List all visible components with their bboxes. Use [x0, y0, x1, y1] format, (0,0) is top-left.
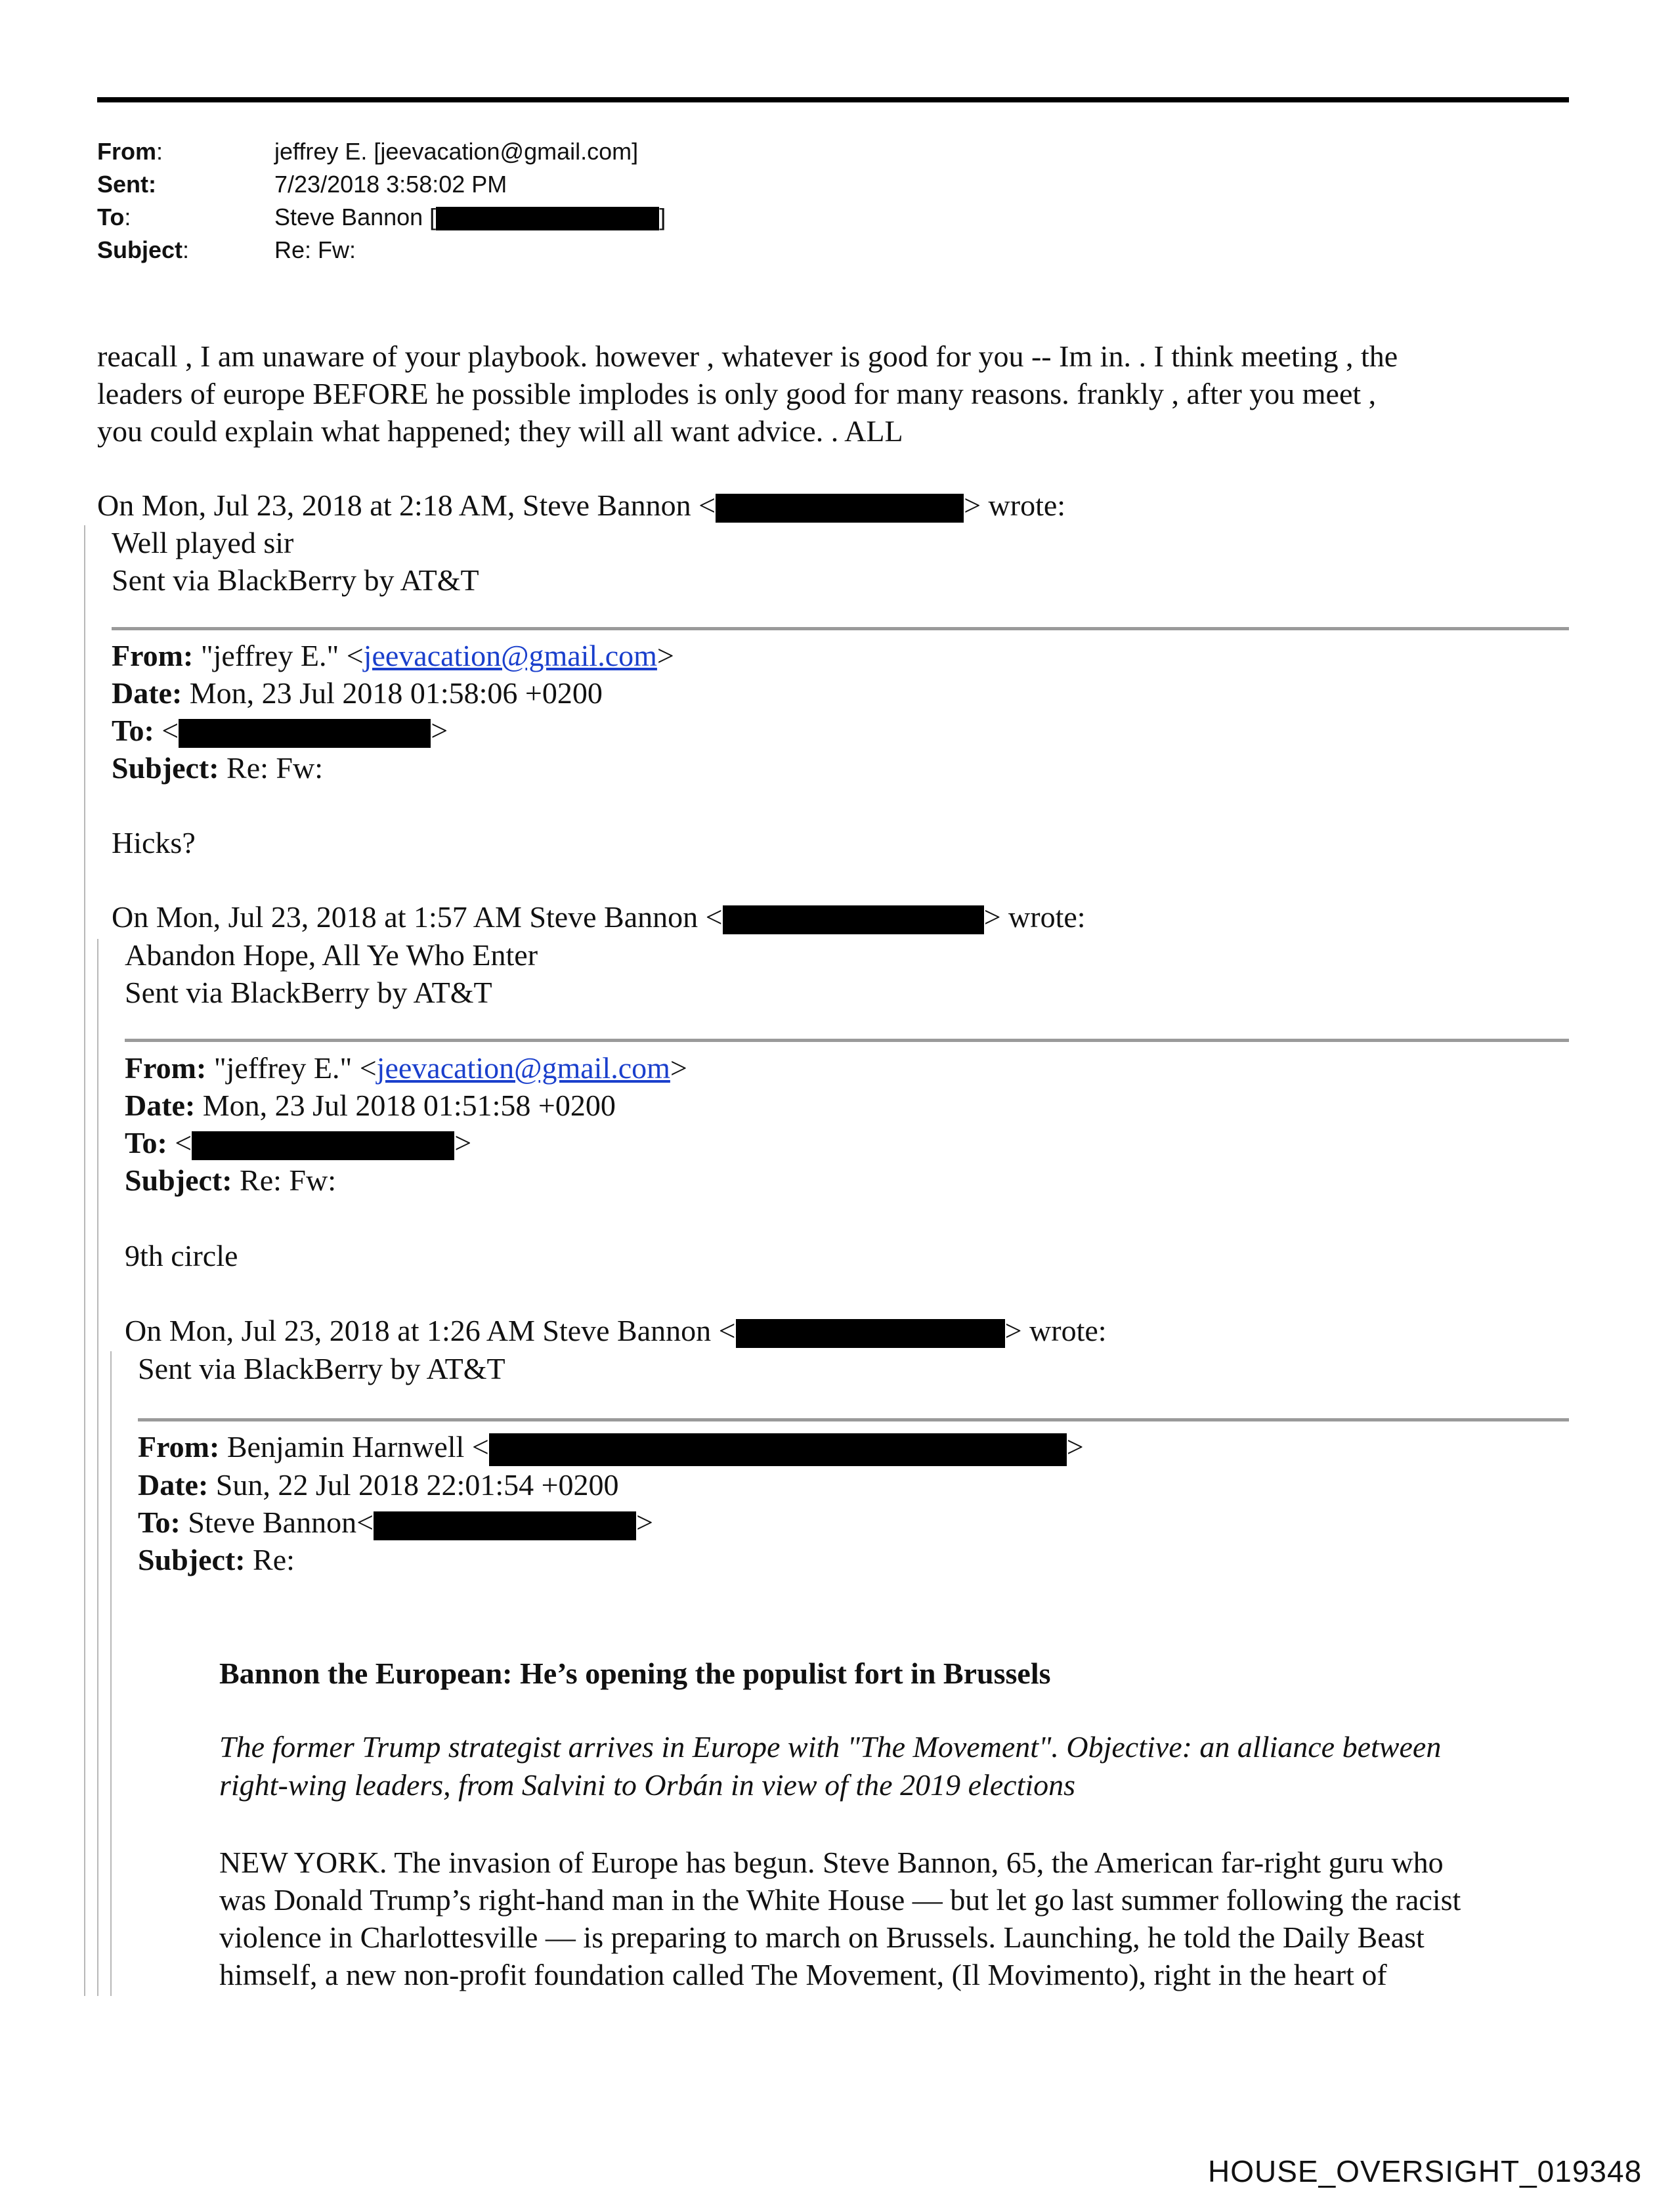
- redaction-box: [489, 1433, 1067, 1466]
- redaction-box: [374, 1511, 636, 1540]
- email-header: [97, 135, 666, 267]
- redaction-box: [723, 905, 984, 934]
- header-to-label: To: [97, 204, 125, 230]
- header-from-row: From: jeffrey E. [jeevacation@gmail.com]: [97, 135, 666, 168]
- redaction-box: [716, 494, 964, 523]
- header-sent-value: 7/23/2018 3:58:02 PM: [274, 171, 507, 198]
- header-to-row: To: Steve Bannon [ ]: [97, 204, 666, 230]
- quote-1-body: Well played sir Sent via BlackBerry by AT&T: [112, 526, 479, 597]
- quote-2-intro: On Mon, Jul 23, 2018 at 1:57 AM Steve Bannon < > wrote:: [112, 900, 1086, 934]
- redaction-box: [436, 207, 659, 230]
- redaction-box: [736, 1319, 1005, 1348]
- sender-email-link[interactable]: jeevacation@gmail.com: [363, 639, 657, 672]
- redaction-box: [192, 1131, 454, 1160]
- redaction-box: [179, 719, 431, 748]
- header-sent-row: Sent: 7/23/2018 3:58:02 PM: [97, 168, 666, 201]
- sender-email-link[interactable]: jeevacation@gmail.com: [376, 1051, 670, 1085]
- message-3-header: From: Benjamin Harnwell < > Date: Sun, 22 Jul 2018 22:01:54 +0200 To: Steve Bannon< > Subject: Re:: [138, 1430, 1084, 1577]
- reply-body: reacall , I am unaware of your playbook. however , whatever is good for you -- Im in. . I think meeting , the leaders of europe BEFORE he possible implodes is only good for many reasons. frankly , after you meet , you could explain what happened; they will all want advice. . ALL: [97, 339, 1398, 448]
- article-subtitle: The former Trump strategist arrives in Europe with "The Movement". Objective: an alliance between right-wing leaders, from Salvini to Orbán in view of the 2019 elections: [219, 1730, 1442, 1802]
- bates-number: HOUSE_OVERSIGHT_019348: [1208, 2154, 1642, 2188]
- header-sent-label: Sent: [97, 171, 149, 198]
- header-from-value: jeffrey E. [jeevacation@gmail.com]: [274, 138, 639, 165]
- article-body: NEW YORK. The invasion of Europe has begun. Steve Bannon, 65, the American far-right guru who was Donald Trump’s right-hand man in the White House — but let go last summer following the racist violence in Charlottesville — is preparing to march on Brussels. Launching, he told the Daily Beast himself, a new non-profit foundation called The Movement, (Il Movimento), right in the heart of: [219, 1846, 1461, 1991]
- article-title: Bannon the European: He’s opening the populist fort in Brussels: [219, 1657, 1051, 1690]
- quote-3-body: Sent via BlackBerry by AT&T: [138, 1352, 505, 1385]
- header-to-value: Steve Bannon [: [274, 204, 437, 230]
- quote-1-intro: On Mon, Jul 23, 2018 at 2:18 AM, Steve Bannon < > wrote:: [97, 488, 1066, 522]
- divider-1: [112, 627, 1569, 630]
- quote-bar-3: [110, 1351, 112, 1996]
- quote-bar-1: [84, 525, 85, 1996]
- header-subject-value: Re: Fw:: [274, 236, 356, 263]
- quote-2-body: Abandon Hope, All Ye Who Enter Sent via BlackBerry by AT&T: [125, 938, 538, 1009]
- message-1-header: From: "jeffrey E." <jeevacation@gmail.com> Date: Mon, 23 Jul 2018 01:58:06 +0200 To: < > Subject: Re: Fw:: [112, 639, 674, 785]
- header-subject-label: Subject: [97, 236, 183, 263]
- quote-3-intro: On Mon, Jul 23, 2018 at 1:26 AM Steve Bannon < > wrote:: [125, 1314, 1107, 1347]
- header-subject-row: Subject: Re: Fw:: [97, 234, 666, 267]
- message-2-body: 9th circle: [125, 1239, 238, 1272]
- message-1-body: Hicks?: [112, 826, 196, 859]
- divider-3: [138, 1418, 1569, 1421]
- header-from-label: From: [97, 138, 156, 165]
- top-rule: [97, 97, 1569, 102]
- quote-bar-2: [97, 939, 98, 1996]
- divider-2: [125, 1039, 1569, 1042]
- message-2-header: From: "jeffrey E." <jeevacation@gmail.com> Date: Mon, 23 Jul 2018 01:51:58 +0200 To: < > Subject: Re: Fw:: [125, 1051, 687, 1197]
